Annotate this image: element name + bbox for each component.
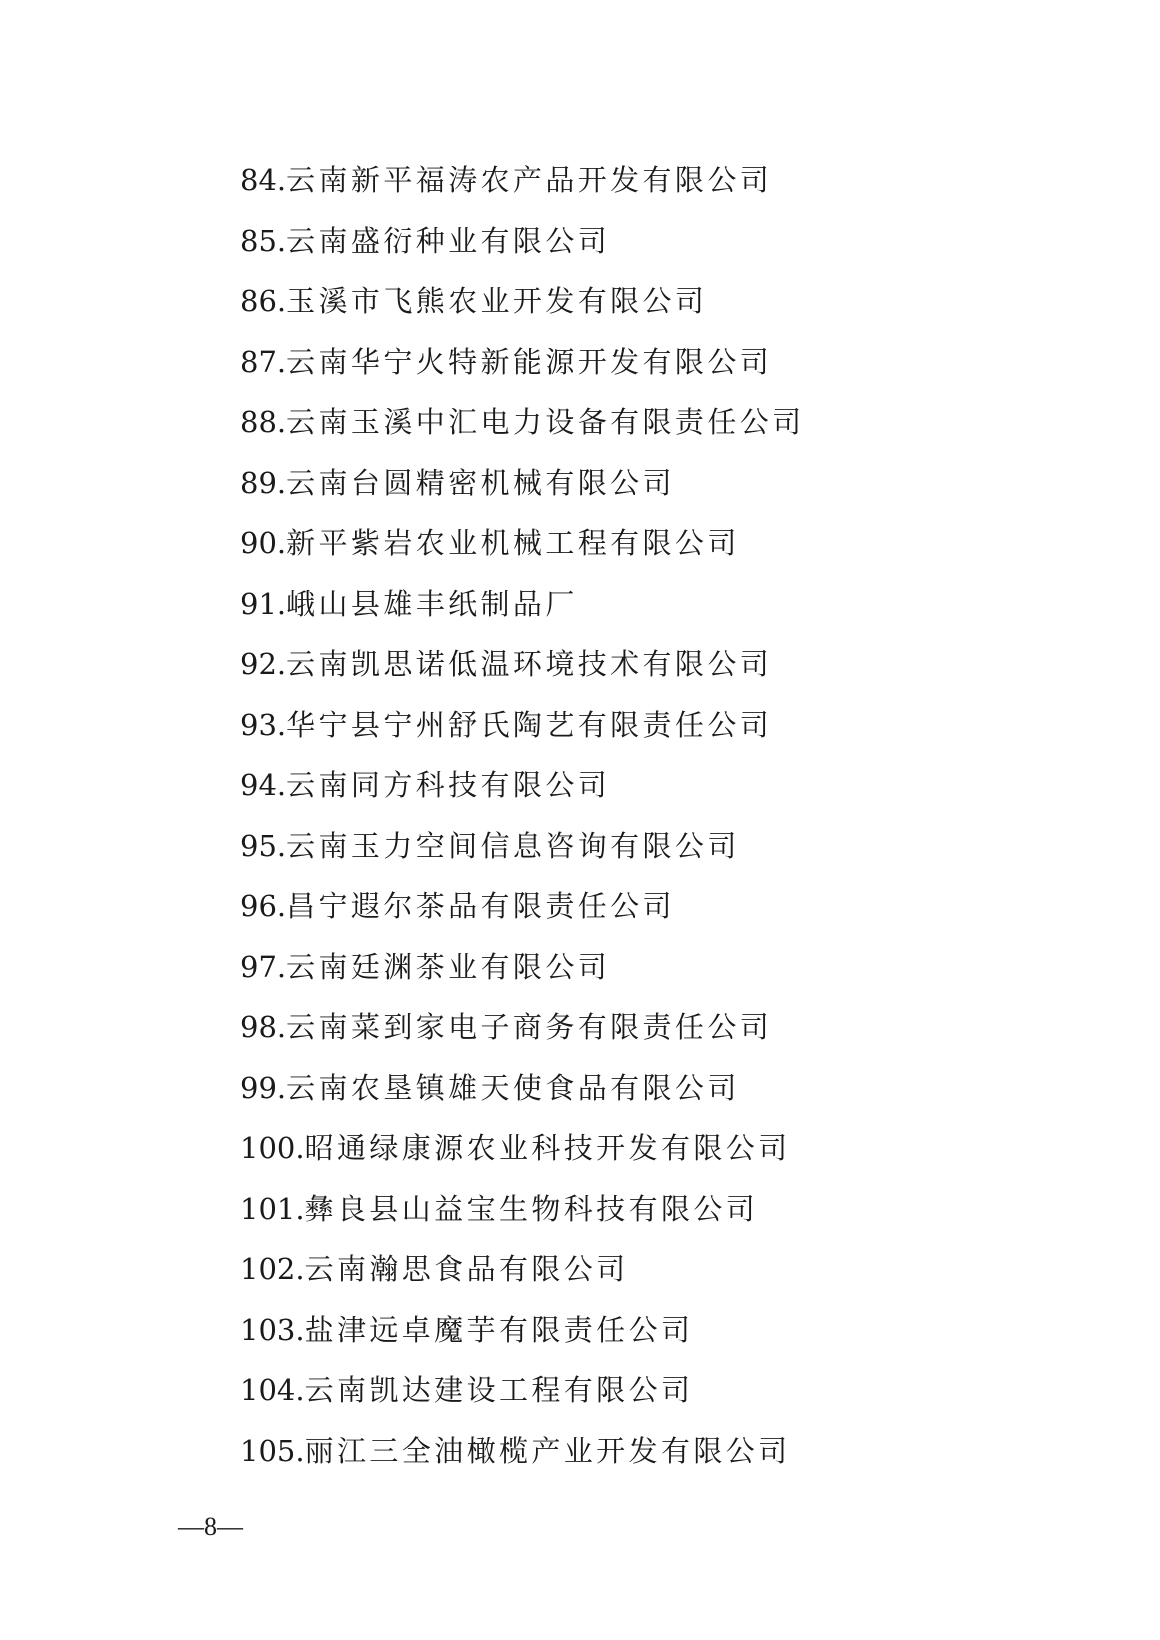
company-name: 云南玉力空间信息咨询有限公司 [286,828,740,863]
item-number: 102. [240,1252,305,1286]
item-number: 94. [240,768,287,802]
item-number: 92. [240,647,287,681]
company-list [240,150,805,1481]
item-number: 88. [240,405,287,439]
list-item [240,332,805,393]
company-name: 彝良县山益宝生物科技有限公司 [304,1191,759,1226]
list-item [240,695,805,756]
list-item [240,150,805,211]
list-item [240,1300,805,1361]
company-name: 云南农垦镇雄天使食品有限公司 [286,1070,740,1105]
item-number: 105. [240,1433,305,1468]
item-number: 101. [240,1191,305,1226]
list-item [240,271,805,332]
list-item [240,937,805,998]
list-item [240,392,805,453]
item-number: 93. [240,707,287,742]
list-item [240,513,805,574]
item-number: 98. [240,1010,287,1044]
item-number: 90. [240,526,287,560]
list-item [240,1421,805,1482]
list-item [240,1360,805,1421]
list-item [240,453,805,514]
company-name: 华宁县宁州舒氏陶艺有限责任公司 [286,707,773,742]
list-item [240,574,805,635]
company-name: 玉溪市飞熊农业开发有限公司 [286,284,708,318]
company-name: 云南盛衍种业有限公司 [286,223,611,258]
company-name: 云南新平福涛农产品开发有限公司 [286,163,773,197]
list-item [240,1118,805,1179]
company-name: 丽江三全油橄榄产业开发有限公司 [304,1433,791,1468]
list-item [240,1058,805,1119]
company-name: 云南华宁火特新能源开发有限公司 [286,344,773,379]
company-name: 新平紫岩农业机械工程有限公司 [286,526,740,560]
item-number: 99. [240,1070,287,1105]
item-number: 95. [240,828,287,863]
company-name: 昌宁遐尔茶品有限责任公司 [286,889,675,923]
company-name: 云南廷渊茶业有限公司 [286,949,611,984]
list-item [240,997,805,1058]
item-number: 97. [240,949,287,984]
item-number: 100. [240,1131,305,1165]
list-item [240,1179,805,1240]
item-number: 91. [240,586,287,621]
item-number: 89. [240,465,287,500]
company-name: 云南菜到家电子商务有限责任公司 [286,1010,773,1044]
company-name: 云南同方科技有限公司 [286,768,611,802]
list-item [240,876,805,937]
company-name: 昭通绿康源农业科技开发有限公司 [304,1131,791,1165]
list-item [240,634,805,695]
page-number: —8— [178,1512,243,1541]
item-number: 96. [240,889,287,923]
company-name: 云南台圆精密机械有限公司 [286,465,675,500]
item-number: 84. [240,163,287,197]
item-number: 103. [240,1312,305,1347]
company-name: 云南玉溪中汇电力设备有限责任公司 [286,405,805,439]
item-number: 87. [240,344,287,379]
list-item [240,211,805,272]
item-number: 104. [240,1373,305,1407]
item-number: 86. [240,284,287,318]
company-name: 云南瀚思食品有限公司 [304,1252,629,1286]
list-item [240,755,805,816]
company-name: 盐津远卓魔芋有限责任公司 [304,1312,694,1347]
company-name: 峨山县雄丰纸制品厂 [286,586,578,621]
list-item [240,1239,805,1300]
company-name: 云南凯达建设工程有限公司 [304,1373,694,1407]
company-name: 云南凯思诺低温环境技术有限公司 [286,647,773,681]
list-item [240,816,805,877]
item-number: 85. [240,223,287,258]
